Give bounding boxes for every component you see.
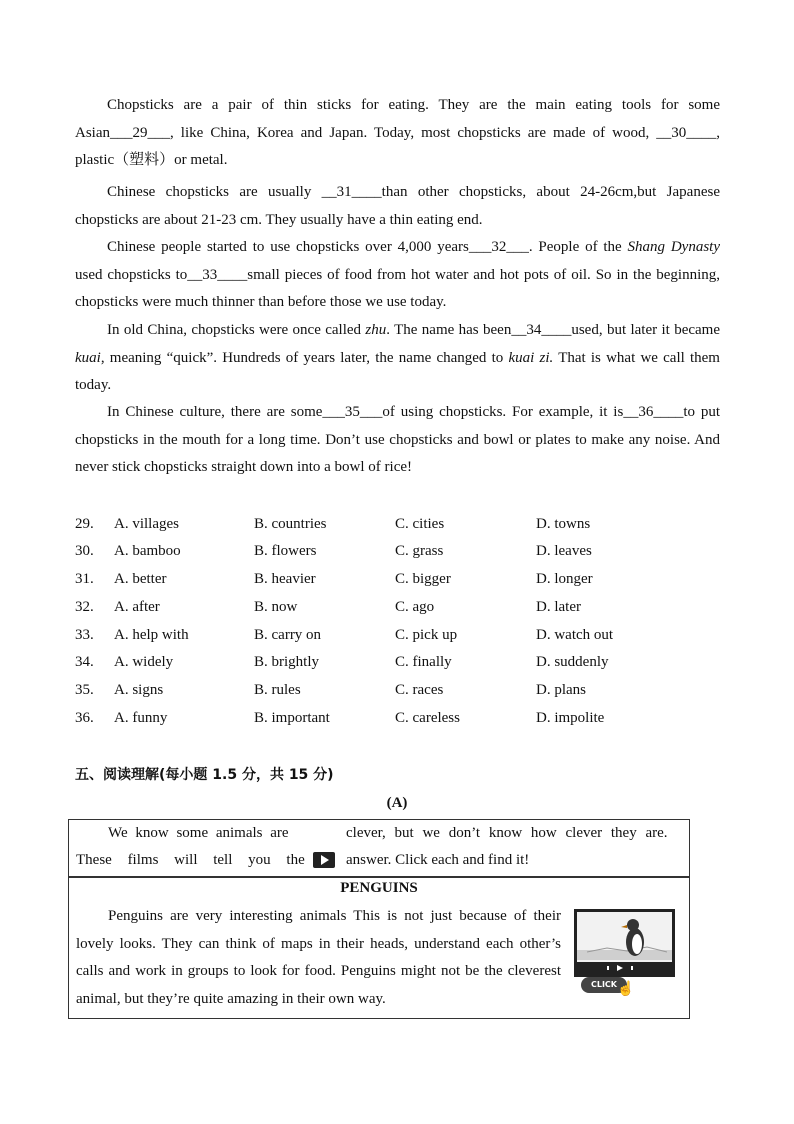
intro-line-1-b: clever, but we don’t know how clever they are. [346, 825, 668, 841]
p4-italic-2: kuai [75, 349, 101, 366]
option-c: C. pick up [395, 627, 458, 643]
pointer-hand-icon: ☝ [617, 982, 635, 997]
intro-box [68, 819, 690, 878]
section-subtitle: (A) [386, 795, 408, 811]
option-c: C. cities [395, 516, 445, 532]
passage-paragraph-1 [75, 92, 720, 175]
option-c: C. careless [395, 710, 460, 726]
p4-italic-1: zhu [365, 322, 387, 338]
p2-text: Chinese chopsticks are usually __31____than other chopsticks, about 24-26cm,but Japanese chopsticks are about 21-23 cm. They usually have a thin eating end. [75, 184, 720, 228]
penguin-video-thumbnail[interactable] [574, 909, 675, 977]
option-c: C. bigger [395, 571, 451, 587]
option-a: A. better [114, 571, 167, 587]
p4-text-c: , meaning “quick”. Hundreds of years later, the name changed to [100, 349, 509, 366]
penguins-box [68, 876, 690, 1019]
section-title: 五、阅读理解(每小题 1.5 分，共 15 分) [75, 767, 334, 783]
p5-text: In Chinese culture, there are some___35___of using chopsticks. For example, it is__36____to put chopsticks in the mouth for a long time. Don’t use chopsticks and bowl or plates to make any noise. And never stick chopsticks straight down into a bowl of rice! [75, 404, 720, 475]
option-b: B. now [254, 599, 298, 615]
penguin-icon [577, 912, 672, 974]
option-d: D. later [536, 599, 581, 615]
option-a: A. after [114, 599, 160, 615]
p1-text: Chopsticks are a pair of thin sticks for eating. They are the main eating tools for some Asian___29___, like China, Korea and Japan. Today, most chopsticks are made of wood, __30____, plastic（塑料）or metal. [75, 97, 720, 168]
passage-paragraph-3 [75, 234, 720, 317]
question-number: 34. [75, 654, 94, 670]
intro-line-2-b: answer. Click each and find it! [346, 852, 530, 868]
option-c: C. races [395, 682, 444, 698]
option-b: B. countries [254, 516, 327, 532]
option-b: B. important [254, 710, 330, 726]
question-number: 30. [75, 543, 94, 559]
option-a: A. villages [114, 516, 179, 532]
question-number: 32. [75, 599, 94, 615]
question-number: 31. [75, 571, 94, 587]
question-number: 29. [75, 516, 94, 532]
p4-text-a: In old China, chopsticks were once called [107, 322, 366, 338]
intro-line-1-a: We know some animals are [108, 825, 289, 841]
intro-line-1 [76, 820, 681, 847]
option-d: D. longer [536, 571, 593, 587]
question-number: 36. [75, 710, 94, 726]
penguins-text [76, 903, 561, 1013]
passage-paragraph-5 [75, 399, 720, 482]
intro-line-2-a: These films will tell you the [76, 852, 305, 868]
click-button[interactable]: CLICK [581, 977, 627, 993]
option-b: B. rules [254, 682, 301, 698]
option-a: A. funny [114, 710, 168, 726]
penguins-title: PENGUINS [340, 880, 418, 896]
passage-paragraph-4 [75, 317, 720, 400]
p3-text-b: used chopsticks to__33____small pieces of food from hot water and hot pots of oil. So in the beginning, chopsticks were much thinner than before those we use today. [75, 266, 720, 310]
option-b: B. heavier [254, 571, 316, 587]
question-number: 33. [75, 627, 94, 643]
intro-line-2 [76, 847, 681, 874]
option-c: C. ago [395, 599, 435, 615]
option-a: A. signs [114, 682, 164, 698]
option-c: C. finally [395, 654, 452, 670]
p4-italic-3: kuai zi. [508, 349, 554, 366]
option-d: D. plans [536, 682, 586, 698]
option-d: D. watch out [536, 627, 614, 643]
p3-text-a: Chinese people started to use chopsticks over 4,000 years___32___. People of the [107, 239, 628, 255]
option-c: C. grass [395, 543, 444, 559]
option-d: D. suddenly [536, 654, 609, 670]
p4-text-b: . The name has been__34____used, but later it became [386, 322, 720, 338]
option-b: B. brightly [254, 654, 320, 670]
option-d: D. towns [536, 516, 591, 532]
option-a: A. bamboo [114, 543, 181, 559]
option-a: A. widely [114, 654, 174, 670]
penguins-text-body: Penguins are very interesting animals This is not just because of their lovely looks. They can think of maps in their heads, understand each other’s calls and work in groups to look for food. Penguins might not be the cleverest animal, but they’re quite amazing in their own way. [76, 908, 561, 1007]
option-d: D. impolite [536, 710, 605, 726]
option-b: B. flowers [254, 543, 317, 559]
question-number: 35. [75, 682, 94, 698]
passage-paragraph-2 [75, 179, 720, 234]
option-d: D. leaves [536, 543, 592, 559]
p4-text-d: That is what we call them today. [75, 349, 720, 393]
option-b: B. carry on [254, 627, 322, 643]
option-a: A. help with [114, 627, 189, 643]
play-video-icon[interactable] [313, 852, 335, 868]
p3-italic: Shang Dynasty [627, 239, 721, 255]
